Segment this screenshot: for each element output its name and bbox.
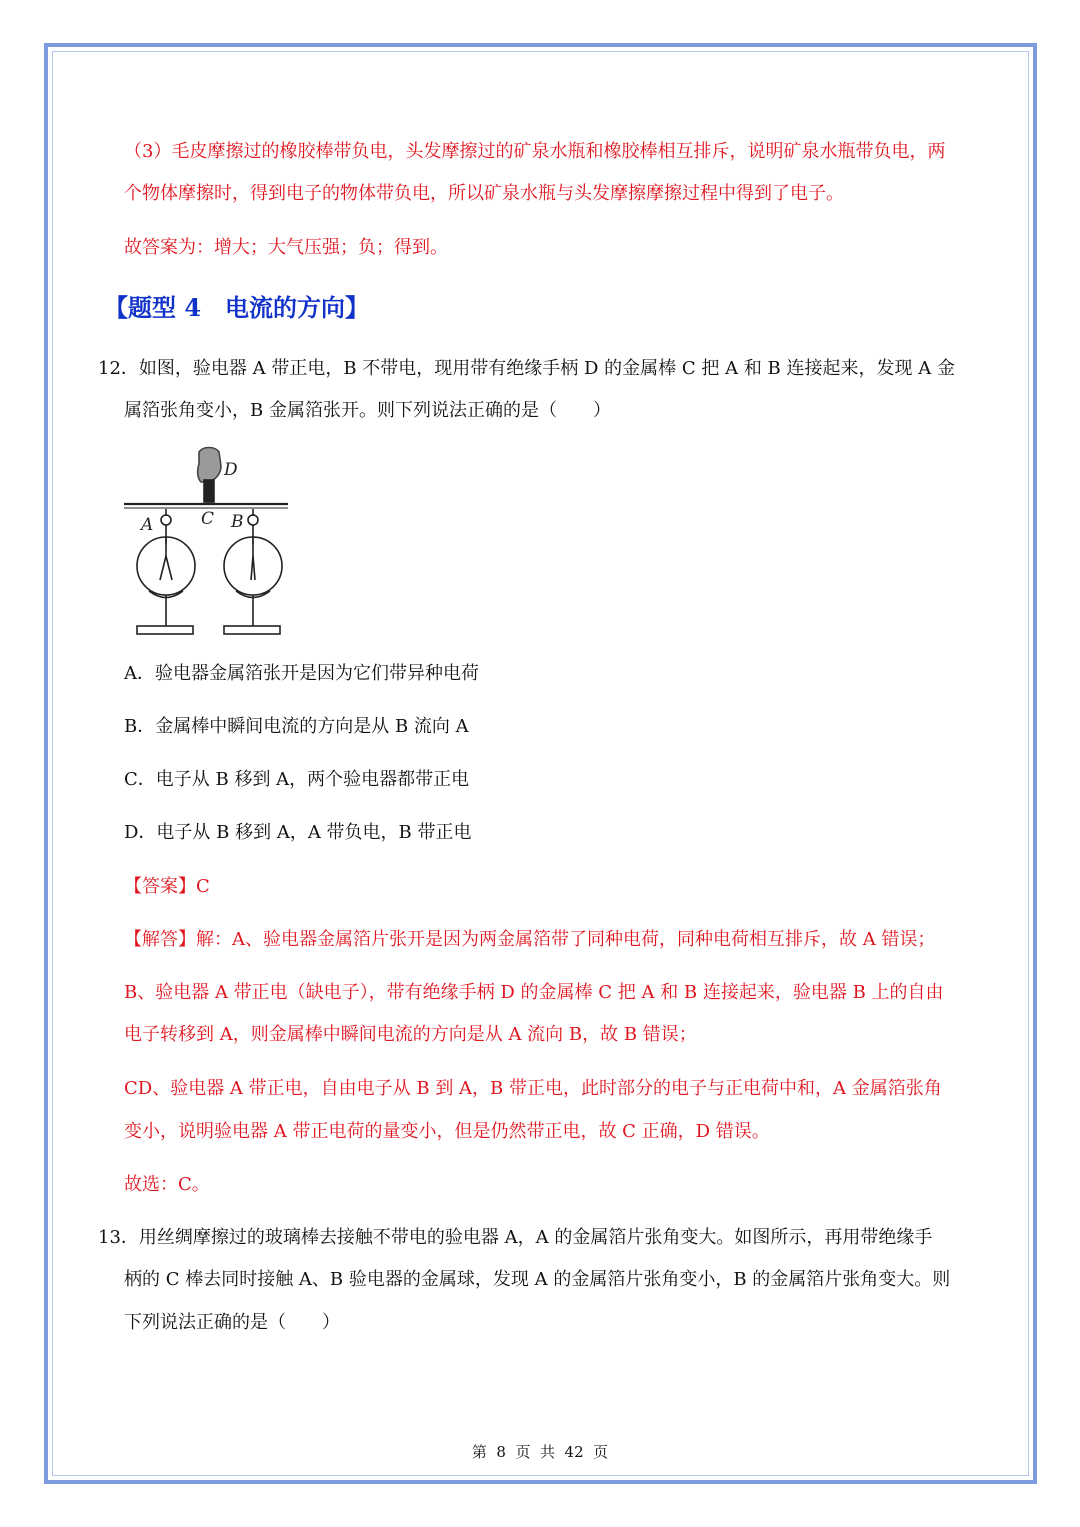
explanation-line-1: 【解答】解：A、验电器金属箔片张开是因为两金属箔带了同种电荷，同种电荷相互排斥，故 A 错误； bbox=[124, 929, 936, 950]
label-c: C bbox=[201, 509, 215, 529]
explanation-line-3: 电子转移到 A，则金属棒中瞬间电流的方向是从 A 流向 B，故 B 错误； bbox=[124, 1024, 697, 1045]
explanation-line-2: B、验电器 A 带正电（缺电子），带有绝缘手柄 D 的金属棒 C 把 A 和 B 连接起来，验电器 B 上的自由 bbox=[124, 982, 944, 1003]
explanation-line-5: 变小，说明验电器 A 带正电荷的量变小，但是仍然带正电，故 C 正确，D 错误。 bbox=[124, 1121, 770, 1142]
label-b: B bbox=[231, 512, 244, 532]
section-heading: 【题型 4 电流的方向】 bbox=[104, 293, 370, 322]
answer-label: 【答案】C bbox=[124, 876, 210, 897]
prev-solution-line-1: （3）毛皮摩擦过的橡胶棒带负电，头发摩擦过的矿泉水瓶和橡胶棒相互排斥，说明矿泉水瓶带负电，两 bbox=[124, 141, 946, 162]
question-13-line-2: 柄的 C 棒去同时接触 A、B 验电器的金属球，发现 A 的金属箔片张角变小，B 的金属箔片张角变大。则 bbox=[124, 1269, 951, 1290]
electroscope-a-base bbox=[137, 626, 193, 634]
hand-icon bbox=[198, 448, 221, 483]
electroscope-diagram bbox=[123, 444, 289, 638]
question-13-line-3: 下列说法正确的是（ ） bbox=[124, 1312, 340, 1333]
option-a: A．验电器金属箔张开是因为它们带异种电荷 bbox=[124, 663, 479, 684]
page-border-inner bbox=[52, 51, 1029, 1476]
electroscope-b-base bbox=[224, 626, 280, 634]
question-13-line-1: 13．用丝绸摩擦过的玻璃棒去接触不带电的验电器 A，A 的金属箔片张角变大。如图所示，再用带绝缘手 bbox=[98, 1227, 933, 1248]
electroscope-b-ball bbox=[248, 515, 258, 525]
label-d: D bbox=[224, 460, 238, 480]
final-choice: 故选：C。 bbox=[124, 1174, 210, 1195]
page-number-footer: 第 8 页 共 42 页 bbox=[471, 1443, 609, 1461]
question-12-line-1: 12．如图，验电器 A 带正电，B 不带电，现用带有绝缘手柄 D 的金属棒 C 把 A 和 B 连接起来，发现 A 金 bbox=[98, 358, 955, 379]
insulated-handle bbox=[204, 480, 214, 502]
electroscope-figure bbox=[123, 444, 289, 638]
option-d: D．电子从 B 移到 A，A 带负电，B 带正电 bbox=[124, 822, 472, 843]
option-c: C．电子从 B 移到 A，两个验电器都带正电 bbox=[124, 769, 470, 790]
explanation-line-4: CD、验电器 A 带正电，自由电子从 B 到 A，B 带正电，此时部分的电子与正电荷中和，A 金属箔张角 bbox=[124, 1078, 942, 1099]
prev-solution-line-2: 个物体摩擦时，得到电子的物体带负电，所以矿泉水瓶与头发摩擦摩擦过程中得到了电子。 bbox=[124, 183, 844, 204]
question-12-line-2: 属箔张角变小，B 金属箔张开。则下列说法正确的是（ ） bbox=[124, 400, 611, 421]
electroscope-a-ball bbox=[161, 515, 171, 525]
label-a: A bbox=[141, 515, 154, 535]
prev-answer-summary: 故答案为：增大；大气压强；负；得到。 bbox=[124, 237, 448, 258]
option-b: B．金属棒中瞬间电流的方向是从 B 流向 A bbox=[124, 716, 469, 737]
